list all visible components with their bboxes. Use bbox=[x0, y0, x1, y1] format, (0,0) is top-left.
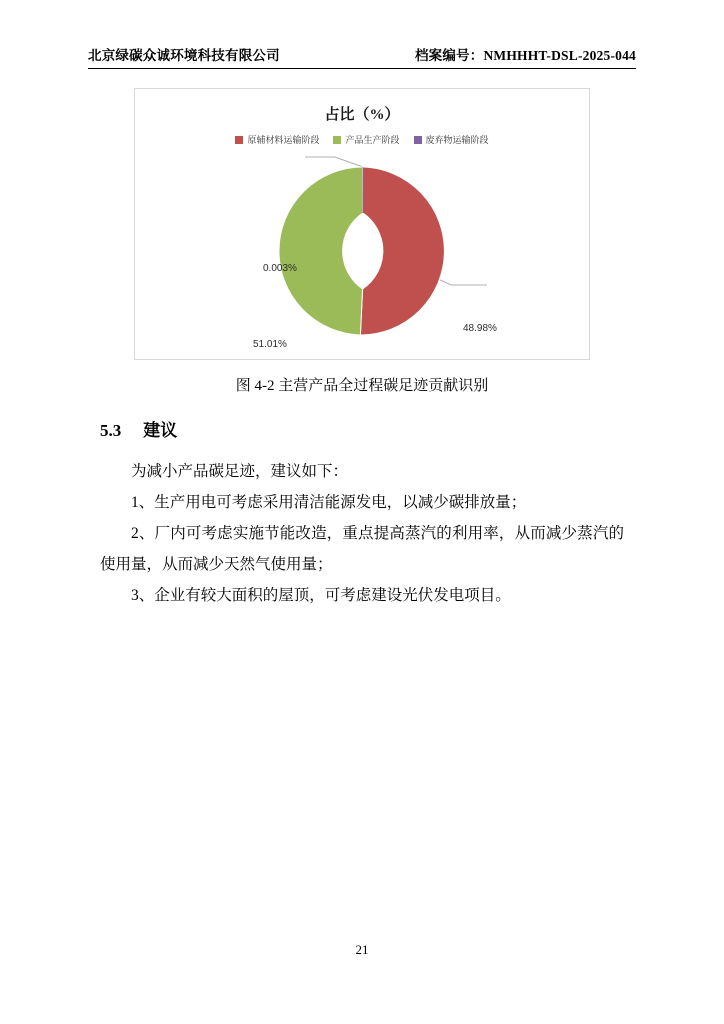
legend-swatch-2 bbox=[414, 136, 422, 144]
legend-label-1: 产品生产阶段 bbox=[345, 135, 400, 145]
section-heading bbox=[100, 416, 177, 441]
legend-swatch-0 bbox=[235, 136, 243, 144]
chart-figure bbox=[134, 88, 590, 360]
section-number: 5.3 bbox=[100, 421, 122, 440]
header-company-name: 北京绿碳众诚环境科技有限公司 bbox=[88, 48, 280, 63]
leader-line-waste bbox=[305, 157, 363, 167]
section-title: 建议 bbox=[143, 421, 178, 440]
figure-caption: 图 4-2 主营产品全过程碳足迹贡献识别 bbox=[235, 378, 489, 394]
header-file-number bbox=[415, 44, 636, 64]
pie-slice-waste bbox=[363, 167, 364, 213]
legend-item-2 bbox=[414, 133, 489, 146]
donut-chart-svg bbox=[135, 151, 591, 351]
chart-legend bbox=[135, 133, 589, 146]
section-body bbox=[100, 456, 624, 611]
legend-label-2: 废弃物运输阶段 bbox=[425, 135, 489, 145]
pie-slice-transport bbox=[360, 167, 444, 335]
paragraph-intro: 为减小产品碳足迹，建议如下： bbox=[131, 463, 349, 480]
paragraph-item-2: 2、厂内可考虑实施节能改造，重点提高蒸汽的利用率，从而减少蒸汽的使用量，从而减少天然气使用量； bbox=[100, 525, 624, 573]
chart-label-transport: 48.98% bbox=[463, 323, 497, 334]
legend-label-0: 原辅材料运输阶段 bbox=[247, 135, 320, 145]
chart-label-production: 51.01% bbox=[253, 339, 287, 350]
legend-item-0 bbox=[235, 133, 319, 146]
chart-title: 占比（%） bbox=[324, 107, 400, 123]
header-file-code: NMHHHT-DSL-2025-044 bbox=[483, 48, 636, 63]
legend-item-1 bbox=[333, 133, 399, 146]
paragraph-item-3: 3、企业有较大面积的屋顶，可考虑建设光伏发电项目。 bbox=[131, 587, 511, 604]
paragraph-item-1: 1、生产用电可考虑采用清洁能源发电，以减少碳排放量； bbox=[131, 494, 527, 511]
chart-label-waste: 0.003% bbox=[263, 263, 297, 274]
legend-swatch-1 bbox=[333, 136, 341, 144]
header-file-label: 档案编号： bbox=[414, 48, 484, 63]
header-divider bbox=[88, 68, 636, 69]
page-number: 21 bbox=[355, 942, 369, 957]
page-header bbox=[88, 44, 636, 64]
pie-slice-production bbox=[279, 167, 363, 335]
donut-chart bbox=[135, 151, 591, 351]
